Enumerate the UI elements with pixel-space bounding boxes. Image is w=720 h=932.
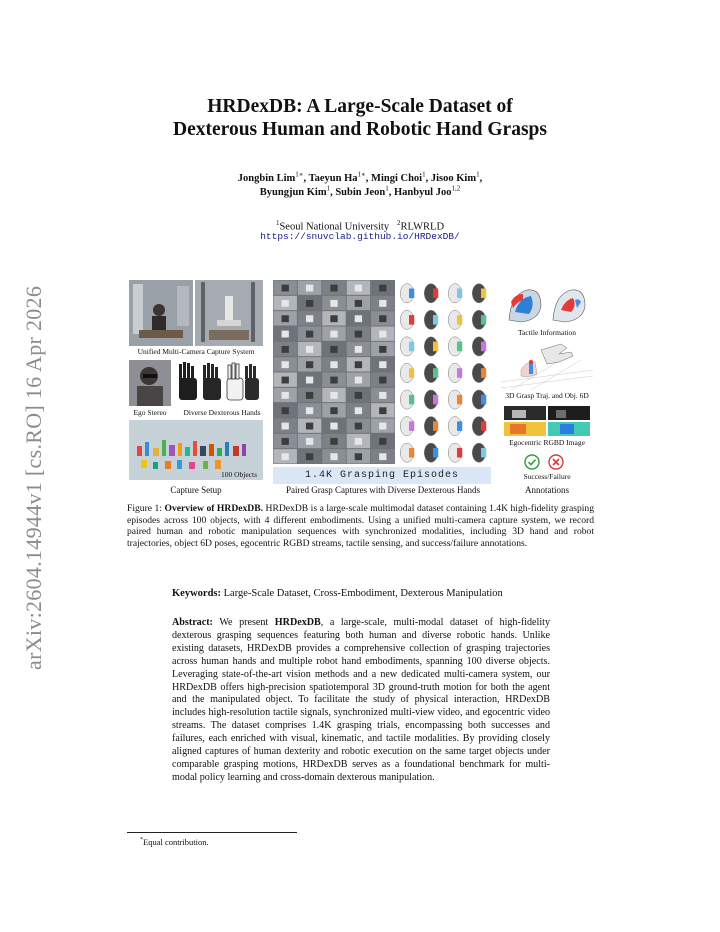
egocentric-image xyxy=(504,406,590,436)
grasp-episode-grid xyxy=(273,280,395,464)
abstract: Abstract: We present HRDexDB, a large-scale, multi-modal dataset of high-fidelity dexterous grasping sequences featuring both human and diverse robotic hands. Unlike existing datasets, HRDexDB provides a comprehensive collection of grasping trajectories across human hands and multiple robot hand embodiments, spanning 100 diverse objects. Leveraging state-of-the-art vision methods and a new dedicated multi-camera system, our HRDexDB offers high-precision spatiotemporal 3D ground-truth motion for both the agent and the manipulated object. To facilitate the study of physical interaction, HRDexDB includes high-resolution tactile signals, synchronized multi-view video, and egocentric video streams. The dataset comprises 1.4K grasping trials, encompassing both successes and failures, each enriched with visual, kinematic, and tactile modalities. By providing closely aligned captures of human dexterity and robotic execution on the same target objects under comparable grasping motions, HRDexDB serves as a foundational benchmark for multi-modal policy learning and cross-domain dexterous manipulation. xyxy=(172,617,550,783)
grasping-episodes-badge: 1.4K Grasping Episodes xyxy=(273,467,491,484)
grasp-thumbnail-subject xyxy=(330,285,337,292)
grasp-thumbnail-subject xyxy=(355,377,362,384)
hand-object-render xyxy=(472,284,486,303)
grasp-thumbnail-subject xyxy=(330,315,337,322)
grasp-thumbnail-subject xyxy=(330,392,337,399)
figure-caption: Figure 1: Overview of HRDexDB. HRDexDB is a large-scale multimodal dataset containing 1.4K high-fidelity grasping episodes across 100 objects, with 4 different embodiments. Using a unified multi-camera capture system, we record paired human and robotic manipulation sequences with synchronized modalities, including 3D hand and robot trajectories, object 6D poses, egocentric RGBD streams, tactile sensing, and success/failure annotations. xyxy=(127,503,594,549)
grasp-thumbnail-subject xyxy=(282,346,289,353)
grasp-thumbnail-subject xyxy=(282,453,289,460)
grasp-thumbnail-subject xyxy=(379,453,386,460)
grasp-thumbnail-subject xyxy=(355,346,362,353)
grasp-thumbnail-subject xyxy=(306,407,313,414)
failure-cross-icon xyxy=(549,455,563,469)
grasp-thumbnail-subject xyxy=(282,361,289,368)
grasp-thumbnail-subject xyxy=(330,377,337,384)
grasp-thumbnail-subject xyxy=(282,285,289,292)
tactile-image xyxy=(501,280,593,328)
grasp-thumbnail-subject xyxy=(379,361,386,368)
hand-object-render xyxy=(472,443,486,462)
project-url-link[interactable]: https://snuvclab.github.io/HRDexDB/ xyxy=(260,231,460,242)
grasp-thumbnail-subject xyxy=(355,438,362,445)
hand-object-render xyxy=(424,310,438,329)
grasp-thumbnail-subject xyxy=(379,423,386,430)
grasp-thumbnail-subject xyxy=(379,331,386,338)
grasp-thumbnail-subject xyxy=(330,438,337,445)
grasp-thumbnail-subject xyxy=(330,361,337,368)
grasp-thumbnail-subject xyxy=(355,361,362,368)
grasp-thumbnail-subject xyxy=(282,423,289,430)
authors-line-2 xyxy=(0,181,720,200)
hand-object-render xyxy=(400,417,414,436)
grasp-thumbnail-subject xyxy=(379,392,386,399)
grasp-thumbnail-subject xyxy=(330,453,337,460)
author: Mingi Choi$^1$, xyxy=(371,170,431,184)
arxiv-stamp-text: arXiv:2604.14944v1 [cs.RO] 16 Apr 2026 xyxy=(21,285,46,670)
ego-stereo-photo xyxy=(129,360,171,406)
hand-object-render xyxy=(472,390,486,409)
subcaption-annotations: Annotations xyxy=(525,485,569,495)
label-tactile: Tactile Information xyxy=(518,328,576,337)
author: Subin Jeon$^1$, xyxy=(335,184,394,198)
grasp-thumbnail-subject xyxy=(330,423,337,430)
grasp-thumbnail-subject xyxy=(306,453,313,460)
author: Taeyun $Ha^{1∗}$, xyxy=(308,170,372,184)
grasp-thumbnail-subject xyxy=(379,315,386,322)
grasp-thumbnail-subject xyxy=(379,438,386,445)
grasp-thumbnail-subject xyxy=(306,346,313,353)
author: Jongbin Lim$^{1∗}$, xyxy=(237,170,309,184)
grasp-thumbnail-subject xyxy=(379,285,386,292)
hand-object-render xyxy=(400,390,414,409)
author: Hanbyul Joo$^{1,2}$ xyxy=(394,184,461,198)
label-egocentric: Egocentric RGBD Image xyxy=(509,438,585,447)
grasp-thumbnail-subject xyxy=(282,392,289,399)
grasp-thumbnail-subject xyxy=(379,377,386,384)
hand-object-render xyxy=(448,284,462,303)
grasp-thumbnail-subject xyxy=(306,423,313,430)
grasp-thumbnail-subject xyxy=(306,315,313,322)
hand-object-render xyxy=(400,337,414,356)
hand-object-render xyxy=(400,284,414,303)
author: Byungjun Kim$^1$, xyxy=(259,184,336,198)
grasp-thumbnail-subject xyxy=(306,377,313,384)
grasp-thumbnail-subject xyxy=(355,423,362,430)
hand-object-render xyxy=(448,310,462,329)
hand-object-render xyxy=(472,310,486,329)
keywords: Keywords: Large-Scale Dataset, Cross-Embodiment, Dexterous Manipulation xyxy=(172,588,503,599)
subcaption-paired-grasps: Paired Grasp Captures with Diverse Dexterous Hands xyxy=(286,485,480,495)
grasp-thumbnail-subject xyxy=(282,407,289,414)
grasp-thumbnail-subject xyxy=(379,407,386,414)
hand-object-render xyxy=(472,337,486,356)
grasp-thumbnail-subject xyxy=(355,331,362,338)
grasp-thumbnail-subject xyxy=(355,300,362,307)
label-ego-stereo: Ego Stereo xyxy=(133,408,167,417)
grasp-thumbnail-subject xyxy=(355,285,362,292)
grasp-thumbnail-subject xyxy=(306,438,313,445)
grasp-thumbnail-subject xyxy=(306,300,313,307)
hand-object-render xyxy=(424,417,438,436)
grasp-thumbnail-subject xyxy=(306,331,313,338)
hand-object-render xyxy=(448,337,462,356)
subcaption-capture-setup: Capture Setup xyxy=(170,485,222,495)
capture-photo-robot xyxy=(195,280,263,346)
grasp-thumbnail-subject xyxy=(282,377,289,384)
label-dexterous-hands: Diverse Dexterous Hands xyxy=(183,408,261,417)
hand-object-render xyxy=(472,363,486,382)
grasp-thumbnail-subject xyxy=(355,315,362,322)
hand-object-render xyxy=(424,337,438,356)
label-objects: 100 Objects xyxy=(220,470,258,479)
footnote: *Equal contribution. xyxy=(140,837,209,847)
paper-title-line-2: Dexterous Human and Robotic Hand Grasps xyxy=(173,119,547,140)
figure-1 xyxy=(127,278,597,498)
hand-object-render xyxy=(472,417,486,436)
grasp-thumbnail-subject xyxy=(379,300,386,307)
label-success-failure: Success/Failure xyxy=(523,472,571,481)
hand-object-render xyxy=(424,443,438,462)
success-failure-icons xyxy=(522,453,570,471)
hand-object-render xyxy=(448,417,462,436)
hand-object-render xyxy=(448,363,462,382)
grasp-thumbnail-subject xyxy=(306,285,313,292)
grasp-thumbnail-subject xyxy=(355,407,362,414)
capture-photo-person xyxy=(129,280,193,346)
hand-object-render xyxy=(400,443,414,462)
hand-object-render xyxy=(424,284,438,303)
hand-object-render xyxy=(424,390,438,409)
grasp-thumbnail-subject xyxy=(355,392,362,399)
grasp-thumbnail-subject xyxy=(330,407,337,414)
label-trajectory: 3D Grasp Traj. and Obj. 6D xyxy=(505,391,589,400)
success-check-icon xyxy=(525,455,539,469)
grasp-thumbnail-subject xyxy=(282,300,289,307)
grasp-thumbnail-subject xyxy=(282,315,289,322)
grasp-thumbnail-subject xyxy=(306,392,313,399)
dexterous-hands-image xyxy=(173,360,263,406)
grasp-thumbnail-subject xyxy=(379,346,386,353)
hand-object-render xyxy=(400,363,414,382)
hand-object-render xyxy=(448,443,462,462)
grasp-thumbnail-subject xyxy=(282,331,289,338)
grasp-thumbnail-subject xyxy=(330,331,337,338)
affiliations: $^1$Seoul National University $^2$RLWRLD xyxy=(275,219,445,233)
label-capture-system: Unified Multi-Camera Capture System xyxy=(137,347,255,356)
grasp-thumbnail-subject xyxy=(330,300,337,307)
grasp-thumbnail-subject xyxy=(306,361,313,368)
grasp-thumbnail-subject xyxy=(282,438,289,445)
hand-object-render xyxy=(400,310,414,329)
grasp-thumbnail-subject xyxy=(330,346,337,353)
footnote-rule xyxy=(127,832,297,833)
author: Jisoo Kim$^1$, xyxy=(430,170,483,184)
paper-title-line-1: HRDexDB: A Large-Scale Dataset of xyxy=(207,96,513,117)
arxiv-side-stamp xyxy=(10,250,54,680)
trajectory-image xyxy=(501,340,593,390)
hand-object-render xyxy=(448,390,462,409)
hand-object-render xyxy=(424,363,438,382)
grasp-thumbnail-subject xyxy=(355,453,362,460)
hand-object-renders xyxy=(397,280,493,466)
